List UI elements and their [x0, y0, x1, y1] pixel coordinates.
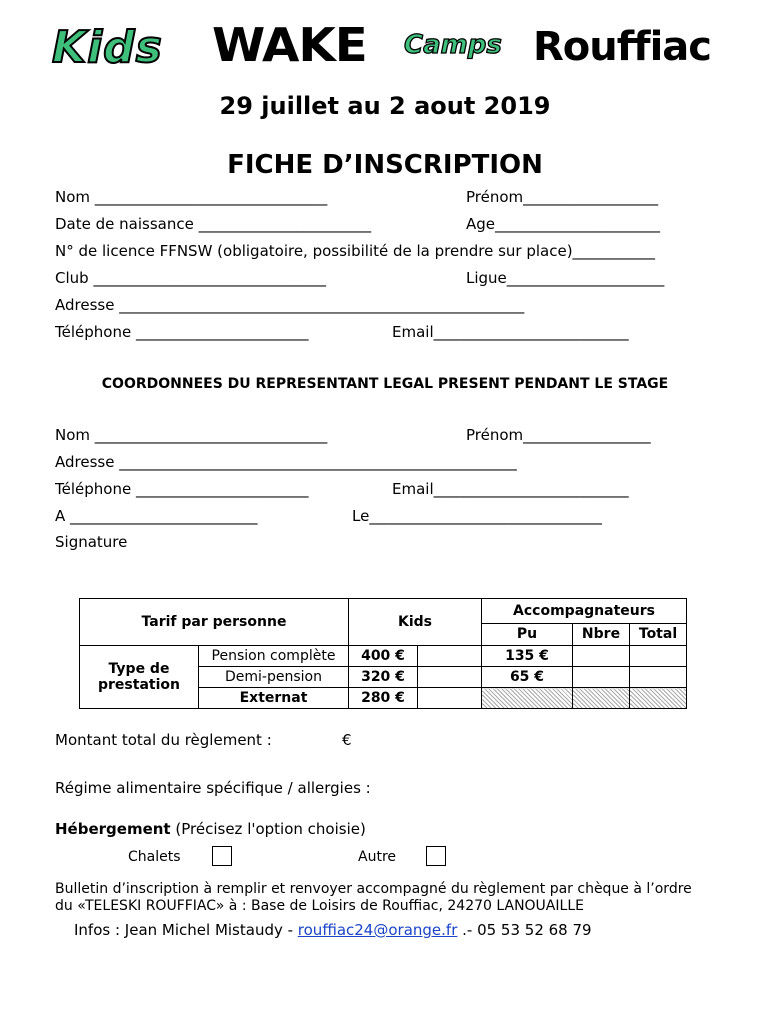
- kids-header: Kids: [349, 599, 482, 646]
- row-kids-price: 400 €: [349, 646, 418, 667]
- place-field[interactable]: A _________________________: [55, 507, 258, 525]
- rep-prenom-field[interactable]: Prénom_________________: [466, 426, 651, 444]
- banner-rouffiac: Rouffiac: [533, 24, 711, 70]
- pricing-table: [79, 598, 687, 709]
- row-label: Demi-pension: [199, 667, 349, 688]
- row-kids-qty[interactable]: [418, 667, 482, 688]
- page-title: FICHE D’INSCRIPTION: [227, 150, 543, 180]
- date-field[interactable]: Le_______________________________: [352, 507, 602, 525]
- infos-suffix: .- 05 53 52 68 79: [457, 921, 592, 939]
- euro-sign: €: [342, 731, 352, 749]
- section-title: COORDONNEES DU REPRESENTANT LEGAL PRESENT PENDANT LE STAGE: [101, 376, 669, 392]
- phone-field[interactable]: Téléphone _______________________: [55, 323, 309, 341]
- montant-label: Montant total du règlement :: [55, 731, 272, 749]
- birthdate-field[interactable]: Date de naissance _______________________: [55, 215, 372, 233]
- infos-line: [74, 921, 592, 939]
- total-header: Total: [630, 623, 687, 645]
- pu-header: Pu: [482, 623, 573, 645]
- event-dates: 29 juillet au 2 aout 2019: [219, 92, 551, 120]
- row-kids-qty[interactable]: [418, 646, 482, 667]
- age-field[interactable]: Age______________________: [466, 215, 661, 233]
- row-kids-price: 280 €: [349, 688, 418, 709]
- row-total-hatched: [630, 688, 687, 709]
- infos-prefix: Infos : Jean Michel Mistaudy -: [74, 921, 298, 939]
- tarif-header: Tarif par personne: [80, 599, 349, 646]
- chalets-checkbox[interactable]: [212, 846, 232, 866]
- row-total[interactable]: [630, 667, 687, 688]
- bulletin-line-2: du «TELESKI ROUFFIAC» à : Base de Loisirs de Rouffiac, 24270 LANOUAILLE: [55, 898, 584, 914]
- rep-nom-field[interactable]: Nom _______________________________: [55, 426, 328, 444]
- row-label: Pension complète: [199, 646, 349, 667]
- autre-checkbox[interactable]: [426, 846, 446, 866]
- acc-header: Accompagnateurs: [482, 599, 687, 624]
- club-field[interactable]: Club _______________________________: [55, 269, 326, 287]
- nbre-header: Nbre: [573, 623, 630, 645]
- contact-email-link[interactable]: rouffiac24@orange.fr: [297, 921, 458, 939]
- type-label: Type de prestation: [80, 646, 199, 709]
- row-kids-price: 320 €: [349, 667, 418, 688]
- hebergement-hint: (Précisez l'option choisie): [175, 820, 366, 838]
- hebergement-label: Hébergement: [55, 820, 171, 838]
- hebergement-line: [55, 820, 366, 838]
- prenom-field[interactable]: Prénom__________________: [466, 188, 659, 206]
- row-pu: 135 €: [482, 646, 573, 667]
- option-autre-label: Autre: [358, 849, 397, 865]
- row-nbre[interactable]: [573, 667, 630, 688]
- ligue-field[interactable]: Ligue_____________________: [466, 269, 665, 287]
- email-field[interactable]: Email__________________________: [392, 323, 629, 341]
- row-total[interactable]: [630, 646, 687, 667]
- row-kids-qty[interactable]: [418, 688, 482, 709]
- row-pu-hatched: [482, 688, 573, 709]
- regime-label: Régime alimentaire spécifique / allergies :: [55, 779, 371, 797]
- banner-kids: Kids: [52, 22, 163, 73]
- row-nbre-hatched: [573, 688, 630, 709]
- nom-field[interactable]: Nom _______________________________: [55, 188, 328, 206]
- rep-address-field[interactable]: Adresse _____________________________________________________: [55, 453, 517, 471]
- address-field[interactable]: Adresse ______________________________________________________: [55, 296, 525, 314]
- option-chalets-label: Chalets: [128, 849, 181, 865]
- signature-label: Signature: [55, 533, 128, 551]
- rep-email-field[interactable]: Email__________________________: [392, 480, 629, 498]
- licence-field[interactable]: N° de licence FFNSW (obligatoire, possibilité de la prendre sur place)___________: [55, 242, 656, 260]
- bulletin-line-1: Bulletin d’inscription à remplir et renvoyer accompagné du règlement par chèque à l’ordre: [55, 881, 692, 897]
- row-nbre[interactable]: [573, 646, 630, 667]
- row-pu: 65 €: [482, 667, 573, 688]
- banner-camps: Camps: [404, 30, 502, 60]
- rep-phone-field[interactable]: Téléphone _______________________: [55, 480, 309, 498]
- banner-wake: WAKE: [212, 18, 367, 72]
- row-label: Externat: [199, 688, 349, 709]
